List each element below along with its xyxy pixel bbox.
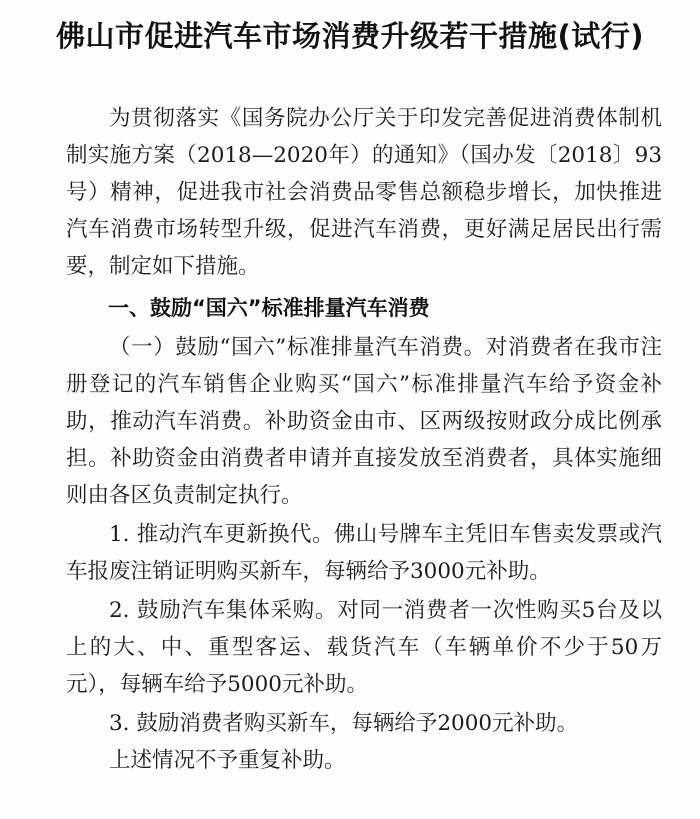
list-item-3: 3. 鼓励消费者购买新车，每辆给予2000元补助。 — [109, 711, 579, 736]
document-title: 佛山市促进汽车市场消费升级若干措施(试行) — [55, 19, 644, 53]
document-body — [66, 100, 662, 779]
section-heading: 一、鼓励“国六”标准排量汽车消费 — [108, 296, 430, 320]
list-item-1: 1. 推动汽车更新换代。佛山号牌车主凭旧车售卖发票或汽车报废注销证明购买新车，每辆给予3000元补助。 — [66, 522, 662, 584]
section-paragraph: （一）鼓励“国六”标准排量汽车消费。对消费者在我市注册登记的汽车销售企业购买“国六”标准排量汽车给予资金补助，推动汽车消费。补助资金由市、区两级按财政分成比例承担。补助资金由消费者申请并直接发放至消费者，具体实施细则由各区负责制定执行。 — [66, 335, 662, 508]
list-item-2: 2. 鼓励汽车集体采购。对同一消费者一次性购买5台及以上的大、中、重型客运、载货汽车（车辆单价不少于50万元），每辆车给予5000元补助。 — [66, 598, 662, 697]
closing-note: 上述情况不予重复补助。 — [109, 748, 346, 773]
intro-paragraph: 为贯彻落实《国务院办公厅关于印发完善促进消费体制机制实施方案（2018—2020年）的通知》（国办发〔2018〕93号）精神，促进我市社会消费品零售总额稳步增长，加快推进汽车消费市场转型升级，促进汽车消费，更好满足居民出行需要，制定如下措施。 — [66, 106, 662, 279]
